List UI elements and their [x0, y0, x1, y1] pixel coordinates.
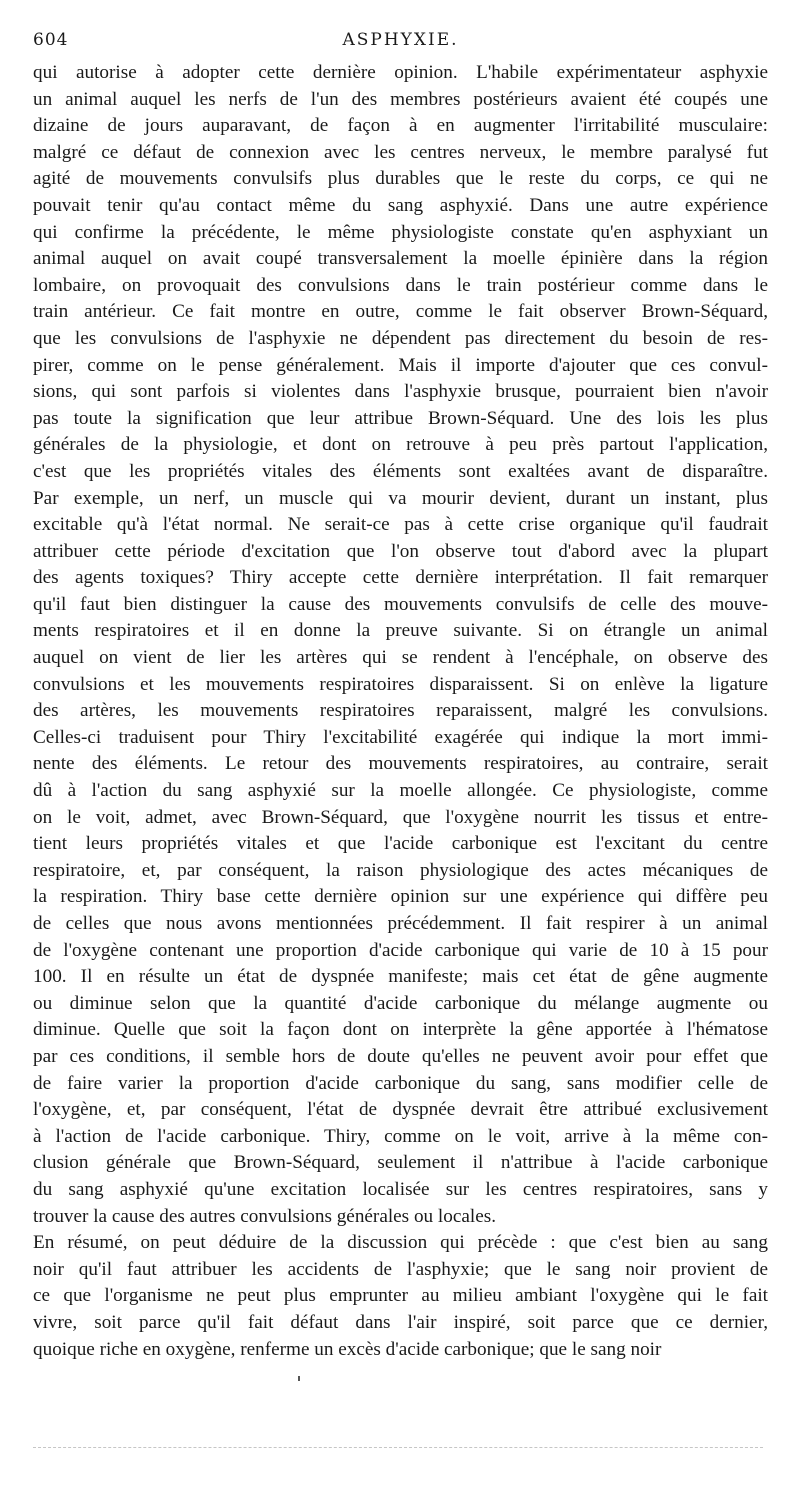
text-line: ou diminue selon que la quantité d'acide carbonique du mélange augmente ou — [33, 992, 768, 1014]
text-line: En résumé, on peut déduire de la discussion qui précède : que c'est bien au sang — [33, 1232, 768, 1254]
text-line: pirer, comme on le pense généralement. Mais il importe d'ajouter que ces convul- — [33, 354, 768, 376]
text-line: trouver la cause des autres convulsions générales ou locales. — [33, 1205, 497, 1227]
text-line: qui confirme la précédente, le même physiologiste constate qu'en asphyxiant un — [33, 221, 768, 243]
text-line: convulsions et les mouvements respiratoires disparaissent. Si on enlève la ligature — [33, 673, 768, 695]
text-line: dizaine de jours auparavant, de façon à en augmenter l'irritabilité musculaire: — [33, 115, 768, 137]
text-line: de faire varier la proportion d'acide carbonique du sang, sans modifier celle de — [33, 1072, 768, 1094]
body-text — [33, 60, 768, 1363]
text-line: qui autorise à adopter cette dernière opinion. L'habile expérimentateur asphyxie — [33, 62, 768, 83]
text-line: à l'action de l'acide carbonique. Thiry, comme on le voit, arrive à la même con- — [33, 1125, 768, 1147]
text-line: pas toute la signification que leur attribue Brown-Séquard. Une des lois les plus — [33, 407, 768, 429]
footer-rule — [33, 1447, 763, 1448]
page-header — [33, 30, 768, 60]
text-line: des artères, les mouvements respiratoires reparaissent, malgré les convulsions. — [33, 700, 768, 722]
text-line: c'est que les propriétés vitales des éléments sont exaltées avant de disparaître. — [33, 460, 768, 482]
text-line: que les convulsions de l'asphyxie ne dépendent pas directement du besoin de res- — [33, 327, 768, 349]
text-line: animal auquel on avait coupé transversalement la moelle épinière dans la région — [33, 248, 768, 270]
text-line: tient leurs propriétés vitales et que l'acide carbonique est l'excitant du centre — [33, 833, 768, 855]
text-line: sions, qui sont parfois si violentes dans l'asphyxie brusque, pourraient bien n'avoir — [33, 381, 768, 403]
text-line: malgré ce défaut de connexion avec les centres nerveux, le membre paralysé fut — [33, 141, 768, 163]
text-line: un animal auquel les nerfs de l'un des membres postérieurs avaient été coupés une — [33, 88, 768, 110]
print-speck — [298, 1376, 300, 1381]
text-line: pouvait tenir qu'au contact même du sang asphyxié. Dans une autre expérience — [33, 194, 768, 216]
text-line: de l'oxygène contenant une proportion d'acide carbonique qui varie de 10 à 15 pour — [33, 939, 768, 961]
text-line: vivre, soit parce qu'il fait défaut dans l'air inspiré, soit parce que ce dernier, — [33, 1311, 768, 1333]
text-line: on le voit, admet, avec Brown-Séquard, que l'oxygène nourrit les tissus et entre- — [33, 806, 768, 828]
running-title: ASPHYXIE. — [342, 30, 459, 50]
text-line: excitable qu'à l'état normal. Ne serait-ce pas à cette crise organique qu'il faudrait — [33, 514, 768, 536]
text-line: de celles que nous avons mentionnées précédemment. Il fait respirer à un animal — [33, 913, 768, 934]
book-page — [33, 30, 768, 1363]
text-line: auquel on vient de lier les artères qui se rendent à l'encéphale, on observe des — [33, 647, 768, 669]
text-line: la respiration. Thiry base cette dernière opinion sur une expérience qui diffère peu — [33, 886, 768, 908]
paragraph — [33, 1230, 768, 1363]
page-number: 604 — [33, 30, 69, 50]
text-line: l'oxygène, et, par conséquent, l'état de dyspnée devrait être attribué exclusivement — [33, 1099, 768, 1121]
text-line: ments respiratoires et il en donne la preuve suivante. Si on étrangle un animal — [33, 620, 768, 642]
text-line: du sang asphyxié qu'une excitation localisée sur les centres respiratoires, sans y — [33, 1178, 768, 1200]
text-line: qu'il faut bien distinguer la cause des mouvements convulsifs de celle des mouve- — [33, 593, 768, 615]
text-line: 100. Il en résulte un état de dyspnée manifeste; mais cet état de gêne augmente — [33, 966, 768, 988]
text-line: ce que l'organisme ne peut plus emprunter au milieu ambiant l'oxygène qui le fait — [33, 1285, 768, 1307]
text-line: noir qu'il faut attribuer les accidents de l'asphyxie; que le sang noir provient de — [33, 1258, 768, 1280]
text-line: clusion générale que Brown-Séquard, seulement il n'attribue à l'acide carbonique — [33, 1152, 768, 1174]
text-line: par ces conditions, il semble hors de doute qu'elles ne peuvent avoir pour effet que — [33, 1045, 768, 1067]
text-line: train antérieur. Ce fait montre en outre, comme le fait observer Brown-Séquard, — [33, 301, 768, 323]
text-line: dû à l'action du sang asphyxié sur la moelle allongée. Ce physiologiste, comme — [33, 780, 768, 802]
text-line: diminue. Quelle que soit la façon dont on interprète la gêne apportée à l'hématose — [33, 1019, 768, 1041]
text-line: nente des éléments. Le retour des mouvements respiratoires, au contraire, serait — [33, 753, 768, 775]
text-line: quoique riche en oxygène, renferme un excès d'acide carbonique; que le sang noir — [33, 1338, 662, 1360]
text-line: respiratoire, et, par conséquent, la raison physiologique des actes mécaniques de — [33, 859, 768, 881]
text-line: agité de mouvements convulsifs plus durables que le reste du corps, ce qui ne — [33, 168, 768, 190]
paragraph — [33, 60, 768, 1230]
text-line: générales de la physiologie, et dont on retrouve à peu près partout l'application, — [33, 434, 768, 456]
text-line: des agents toxiques? Thiry accepte cette dernière interprétation. Il fait remarquer — [33, 567, 768, 589]
text-line: Par exemple, un nerf, un muscle qui va mourir devient, durant un instant, plus — [33, 487, 768, 509]
text-line: Celles-ci traduisent pour Thiry l'excitabilité exagérée qui indique la mort immi- — [33, 726, 768, 748]
text-line: lombaire, on provoquait des convulsions dans le train postérieur comme dans le — [33, 274, 768, 296]
text-line: attribuer cette période d'excitation que l'on observe tout d'abord avec la plupart — [33, 540, 768, 562]
